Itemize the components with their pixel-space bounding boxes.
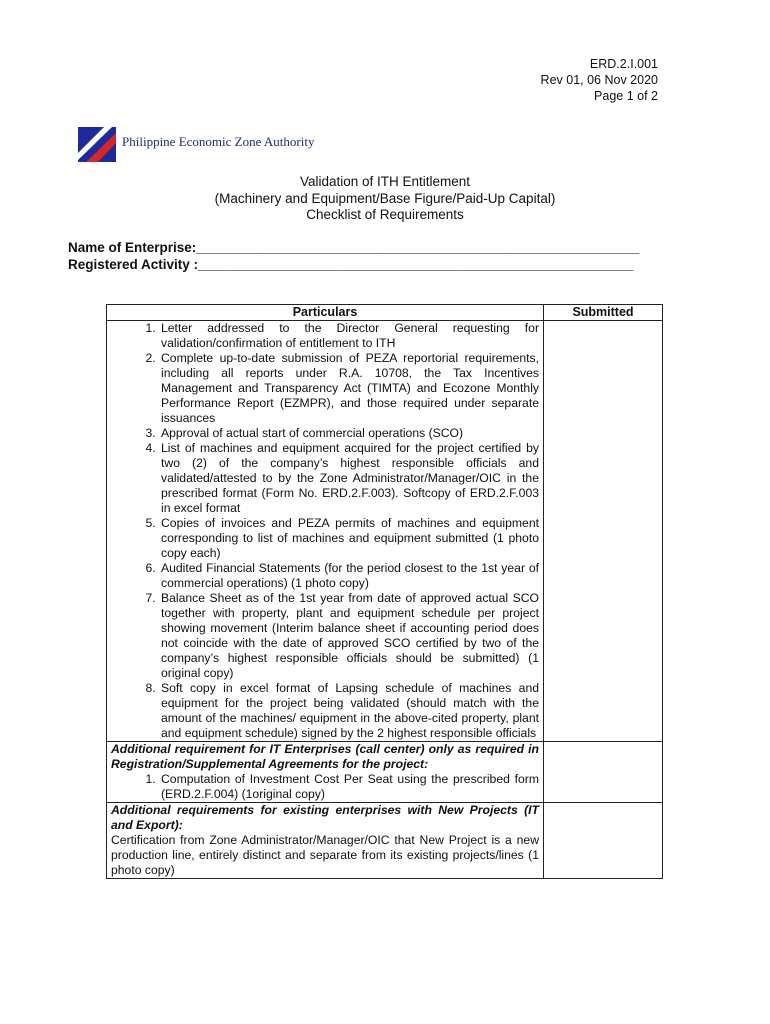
list-item: 7. Balance Sheet as of the 1st year from date of approved actual SCO together with property, plant and equipment schedule per project showing movement (Interim balance sheet if accounting period does not coincide with the date of approved SCO certified by two of the company’s highest responsible officials should be submitted) (1 original copy) xyxy=(159,591,539,681)
it-requirement-heading: Additional requirement for IT Enterprises (call center) only as required in Registration/Supplemental Agreements for the project: xyxy=(111,742,539,771)
list-item: 1. Computation of Investment Cost Per Seat using the prescribed form (ERD.2.F.004) (1original copy) xyxy=(159,772,539,802)
page-number: Page 1 of 2 xyxy=(594,89,658,103)
particulars-header: Particulars xyxy=(107,305,544,321)
table-row xyxy=(107,803,663,879)
requirements-checklist-table xyxy=(106,304,663,879)
title-line-3: Checklist of Requirements xyxy=(306,207,464,222)
list-item: 8. Soft copy in excel format of Lapsing schedule of machines and equipment for the project being validated (should match with the amount of the machines/ equipment in the above-cited property, plant and equipment schedule) signed by the 2 highest responsible officials xyxy=(159,681,539,741)
particulars-cell xyxy=(107,803,544,879)
document-reference xyxy=(541,56,658,104)
new-project-requirement: Certification from Zone Administrator/Manager/OIC that New Project is a new production line, entirely distinct and separate from its existing projects/lines (1 photo copy) xyxy=(111,833,539,877)
doc-code: ERD.2.I.001 xyxy=(589,57,658,71)
submitted-cell[interactable] xyxy=(544,321,663,742)
list-item: 2. Complete up-to-date submission of PEZA reportorial requirements, including all reports under R.A. 10708, the Tax Incentives Management and Transparency Act (TIMTA) and Ecozone Monthly Performance Report (EZMPR), and those required under separate issuances xyxy=(159,351,539,426)
org-name: Philippine Economic Zone Authority xyxy=(122,134,315,149)
submitted-header: Submitted xyxy=(544,305,663,321)
page-title xyxy=(0,174,770,224)
list-item: 5. Copies of invoices and PEZA permits of machines and equipment corresponding to list of machines and equipment submitted (1 photo copy each) xyxy=(159,516,539,561)
particulars-cell xyxy=(107,742,544,803)
list-item: 3. Approval of actual start of commercial operations (SCO) xyxy=(159,426,539,441)
table-row xyxy=(107,742,663,803)
title-line-2: (Machinery and Equipment/Base Figure/Paid-Up Capital) xyxy=(214,190,556,206)
revision: Rev 01, 06 Nov 2020 xyxy=(540,73,658,87)
requirements-list xyxy=(111,321,539,741)
peza-logo-icon xyxy=(78,127,116,162)
list-item: 6. Audited Financial Statements (for the period closest to the 1st year of commercial operations) (1 photo copy) xyxy=(159,561,539,591)
title-line-1: Validation of ITH Entitlement xyxy=(299,174,471,189)
new-project-heading: Additional requirements for existing enterprises with New Projects (IT and Export): xyxy=(111,803,539,832)
list-item: 4. List of machines and equipment acquired for the project certified by two (2) of the company’s highest responsible officials and validated/attested to by the Zone Administrator/Manager/OIC in the prescribed format (Form No. ERD.2.F.003). Softcopy of ERD.2.F.003 in excel format xyxy=(159,441,539,516)
it-requirements-list xyxy=(111,772,539,802)
submitted-cell[interactable] xyxy=(544,803,663,879)
enterprise-name-field: Name of Enterprise:___________________________________________________________ xyxy=(68,240,640,255)
list-item: 1. Letter addressed to the Director General requesting for validation/confirmation of entitlement to ITH xyxy=(159,321,539,351)
submitted-cell[interactable] xyxy=(544,742,663,803)
particulars-cell xyxy=(107,321,544,742)
registered-activity-field: Registered Activity :__________________________________________________________ xyxy=(68,257,634,272)
table-row xyxy=(107,321,663,742)
